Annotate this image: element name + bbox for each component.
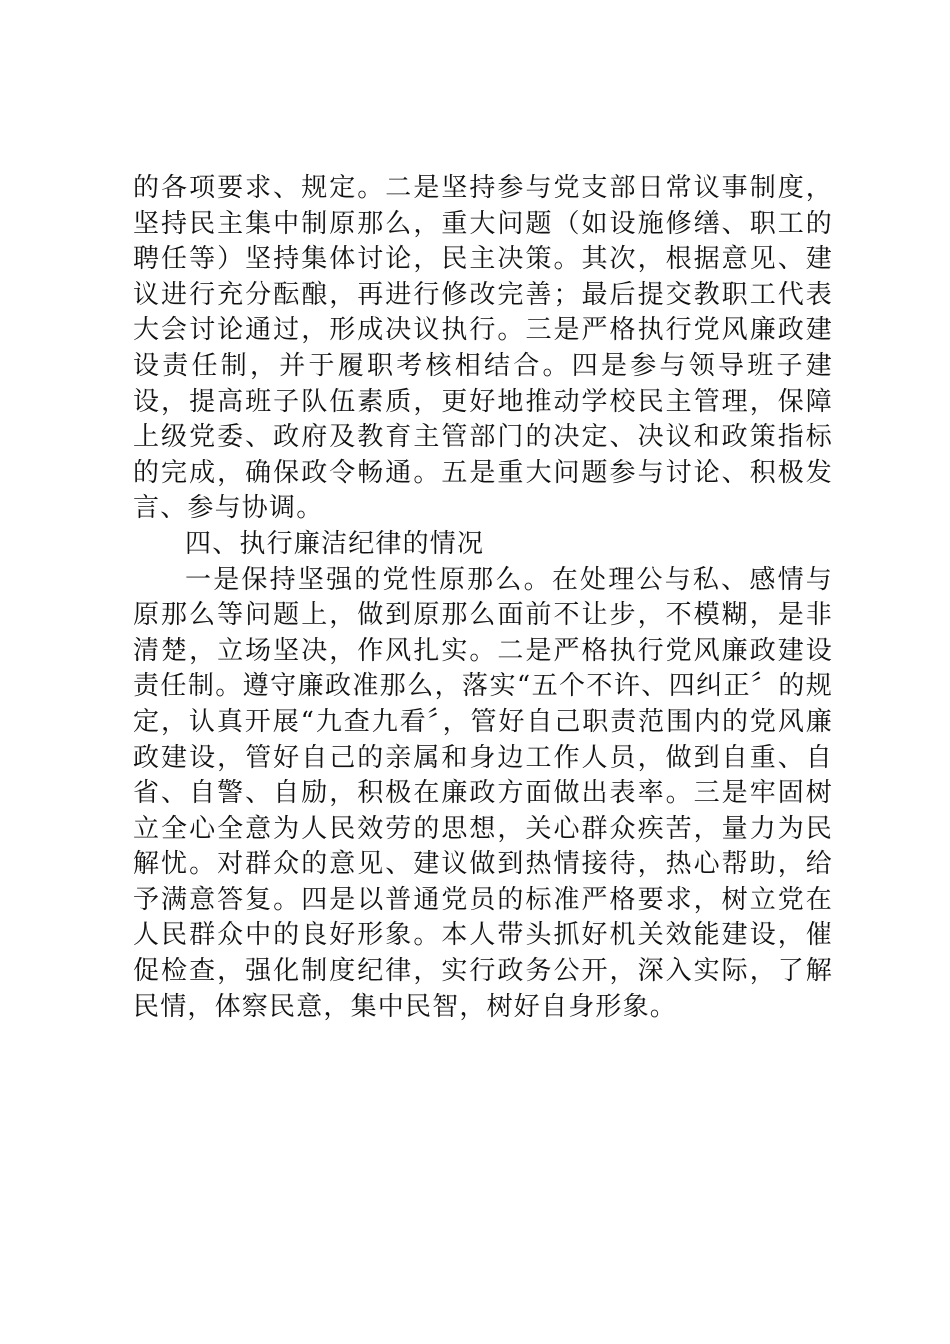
section-heading: 四、执行廉洁纪律的情况 <box>185 528 485 559</box>
paragraph-continuation: 的各项要求、规定。二是坚持参与党支部日常议事制度，坚持民主集中制原那么，重大问题（如设施修缮、职工的聘任等）坚持集体讨论，民主决策。其次，根据意见、建议进行充分酝酿，再进行修改完善；最后提交教职工代表大会讨论通过，形成决议执行。三是严格执行党风廉政建设责任制，并于履职考核相结合。四是参与领导班子建设，提高班子队伍素质，更好地推动学校民主管理，保障上级党委、政府及教育主管部门的决定、决议和政策指标的完成，确保政令畅通。五是重大问题参与讨论、积极发言、参与协调。 <box>133 173 833 524</box>
paragraph-integrity: 一是保持坚强的党性原那么。在处理公与私、感情与原那么等问题上，做到原那么面前不让步，不模糊，是非清楚，立场坚决，作风扎实。二是严格执行党风廉政建设责任制。遵守廉政准那么，落实“五个不许、四纠正〞的规定，认真开展“九查九看〞，管好自己职责范围内的党风廉政建设，管好自己的亲属和身边工作人员，做到自重、自省、自警、自励，积极在廉政方面做出表率。三是牢固树立全心全意为人民效劳的思想，关心群众疾苦，量力为民解忧。对群众的意见、建议做到热情接待，热心帮助，给予满意答复。四是以普通党员的标准严格要求，树立党在人民群众中的良好形象。本人带头抓好机关效能建设，催促检查，强化制度纪律，实行政务公开，深入实际，了解民情，体察民意，集中民智，树好自身形象。 <box>133 564 833 1022</box>
document-body <box>133 171 833 1025</box>
